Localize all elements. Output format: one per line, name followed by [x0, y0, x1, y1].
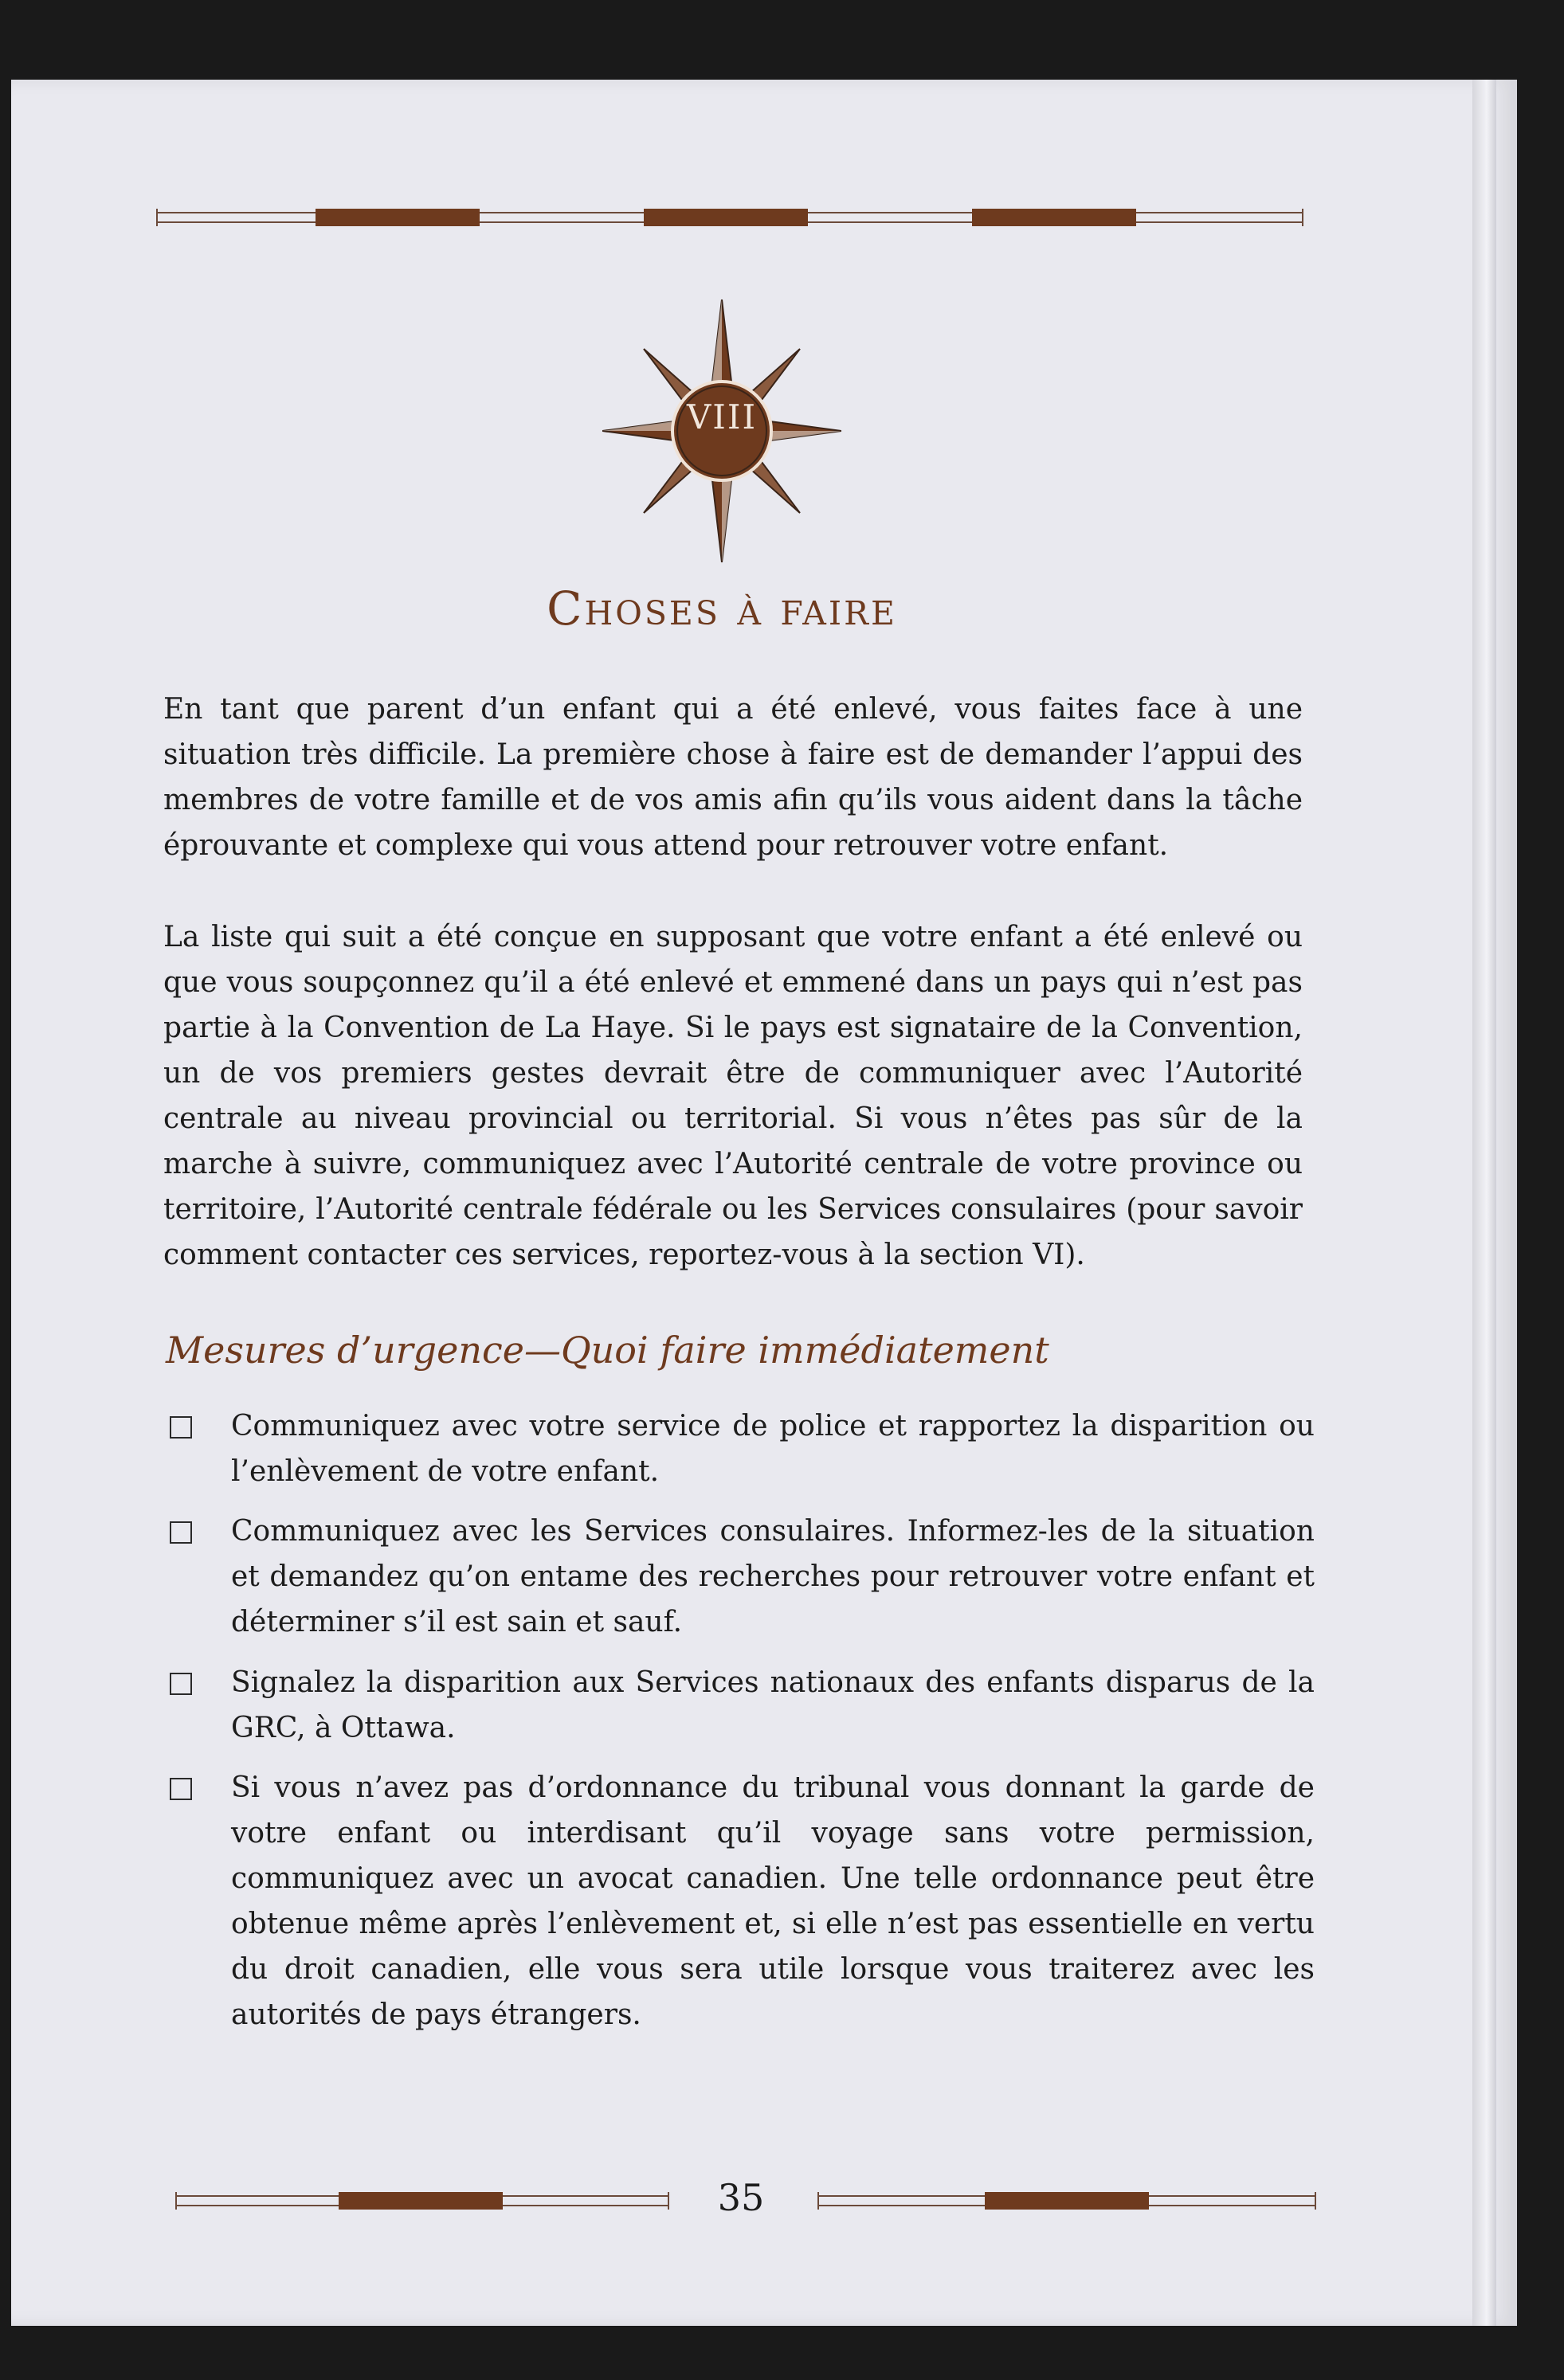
chapter-number: VIII — [686, 397, 758, 436]
checklist-item-text: Signalez la disparition aux Services nationaux des enfants disparus de la GRC, à Ottawa. — [231, 1666, 1315, 1744]
top-decorative-rule — [156, 209, 1303, 226]
checklist-item-text: Si vous n’avez pas d’ordonnance du tribunal vous donnant la garde de votre enfant ou interdisant qu’il voyage sans votre permission, communiquez avec un avocat canadien. Une telle ordonnance peut être obtenue même après l’enlèvement et, si elle n’est pas essentielle en vertu du droit canadien, elle vous sera utile lorsque vous traiterez avec les autorités de pays étrangers. — [231, 1771, 1315, 2031]
footer-rule-right — [817, 2192, 1316, 2210]
page-number: 35 — [717, 2176, 765, 2219]
checkbox-icon — [170, 1673, 192, 1695]
checklist-item-text: Communiquez avec les Services consulaires. Informez-les de la situation et demandez qu’on entame des recherches pour retrouver votre enfant et déterminer s’il est sain et sauf. — [231, 1515, 1315, 1638]
page-title: Choses à faire — [547, 581, 897, 636]
context-paragraph: La liste qui suit a été conçue en supposant que votre enfant a été enlevé ou que vous soupçonnez qu’il a été enlevé et emmené dans un pays qui n’est pas partie à la Convention de La Haye. Si le pays est signataire de la Convention, un de vos premiers gestes devrait être de communiquer avec l’Autorité centrale au niveau provincial ou territorial. Si vous n’êtes pas sûr de la marche à suivre, communiquez avec l’Autorité centrale de votre province ou territoire, l’Autorité centrale fédérale ou les Services consulaires (pour savoir comment contacter ces services, reportez-vous à la section VI). — [163, 921, 1303, 1271]
footer-rule-left — [175, 2192, 669, 2210]
page-edge — [1472, 80, 1496, 2326]
checkbox-icon — [170, 1521, 192, 1544]
intro-paragraph: En tant que parent d’un enfant qui a été enlevé, vous faites face à une situation très difficile. La première chose à faire est de demander l’appui des membres de votre famille et de vos amis afin qu’ils vous aident dans la tâche éprouvante et complexe qui vous attend pour retrouver votre enfant. — [163, 693, 1303, 862]
checklist-item-text: Communiquez avec votre service de police et rapportez la disparition ou l’enlèvement de votre enfant. — [231, 1410, 1315, 1488]
checkbox-icon — [170, 1778, 192, 1800]
checkbox-icon — [170, 1416, 192, 1439]
section-heading: Mesures d’urgence—Quoi faire immédiatement — [166, 1329, 1049, 1372]
